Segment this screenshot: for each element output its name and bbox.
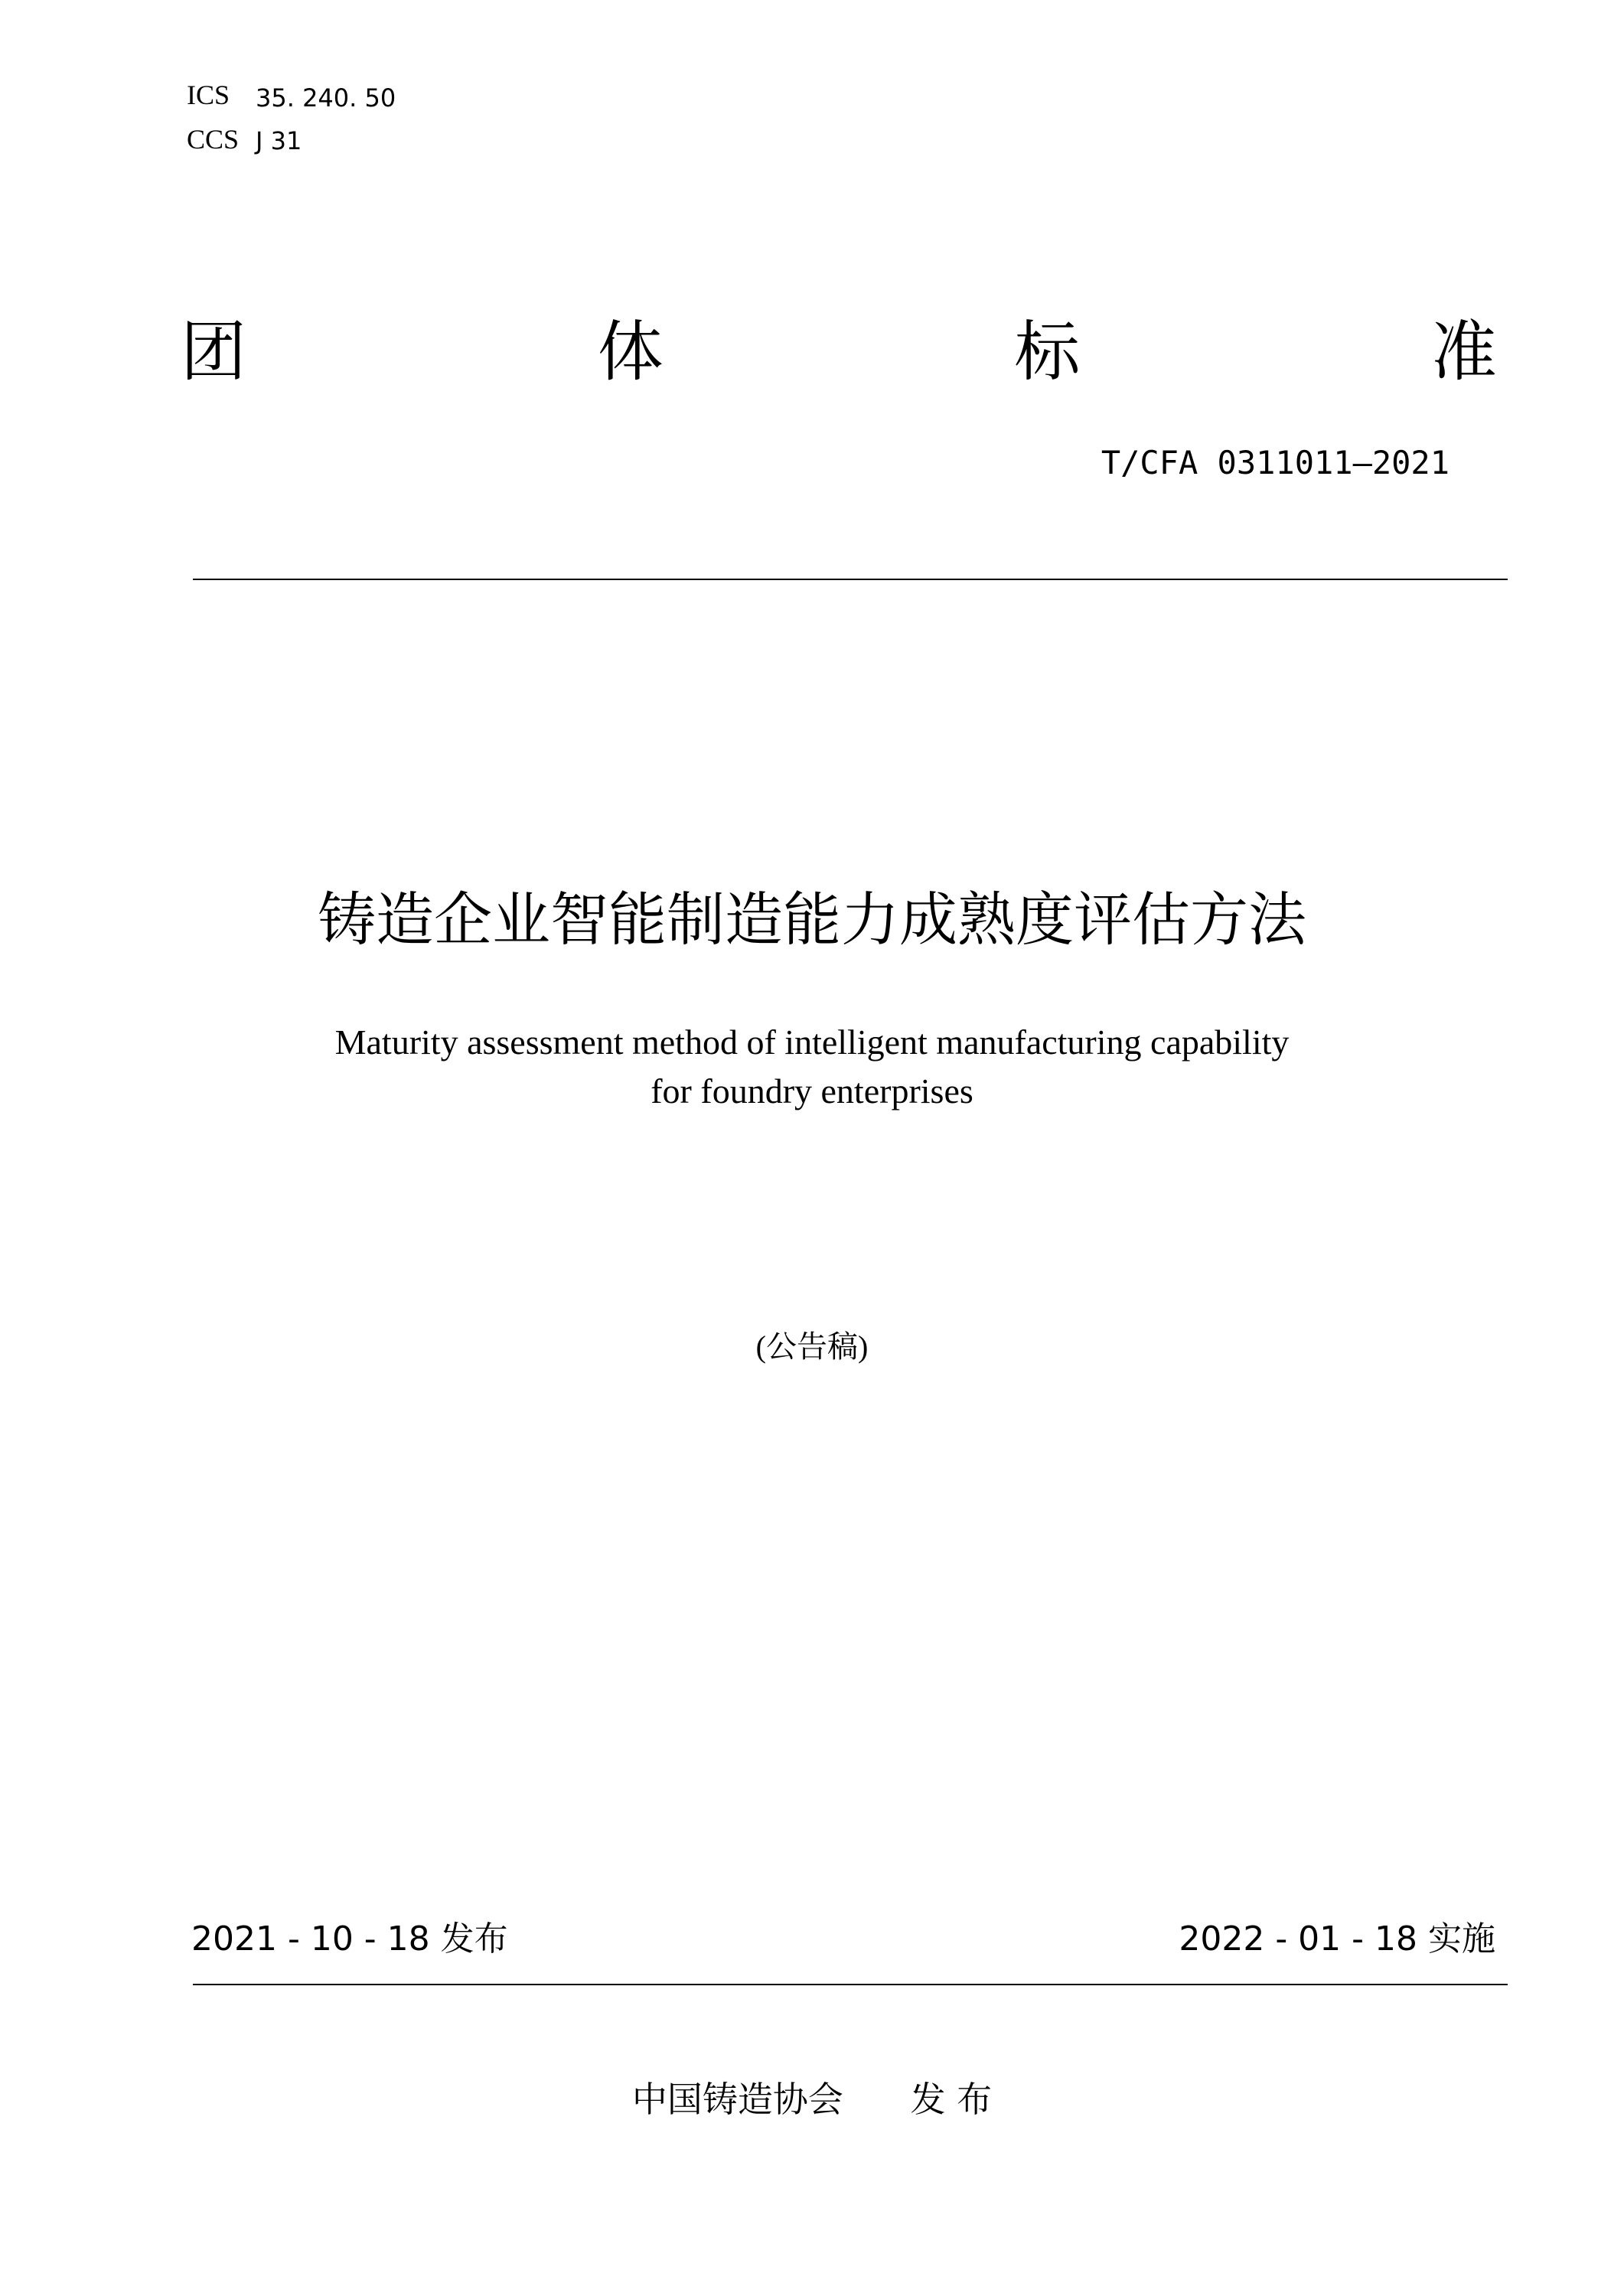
- footer-divider: [193, 1984, 1508, 1985]
- publish-date: 2021 - 10 - 18 发布: [191, 1919, 508, 1958]
- ccs-value: J 31: [256, 126, 302, 155]
- header-divider: [193, 579, 1508, 580]
- title-english-line2: for foundry enterprises: [651, 1071, 973, 1110]
- standard-type-heading: [181, 314, 1497, 390]
- title-english-line1: Maturity assessment method of intelligent manufacturing capability: [334, 1022, 1290, 1062]
- publisher-line: 中国铸造协会 发 布: [631, 2079, 993, 2120]
- title-chinese: 铸造企业智能制造能力成熟度评估方法: [318, 885, 1306, 954]
- ccs-label: CCS: [187, 124, 240, 155]
- heading-char: 体: [597, 314, 664, 390]
- title-english: [0, 1018, 1624, 1116]
- heading-char: 准: [1430, 314, 1497, 390]
- heading-char: 标: [1014, 314, 1081, 390]
- ics-value: 35. 240. 50: [256, 83, 396, 113]
- heading-char: 团: [181, 314, 246, 390]
- effective-date: 2022 - 01 - 18 实施: [1179, 1919, 1495, 1958]
- draft-status-note: (公告稿): [755, 1329, 869, 1364]
- ics-label: ICS: [187, 80, 230, 110]
- standard-number: T/CFA 0311011—2021: [1101, 444, 1450, 481]
